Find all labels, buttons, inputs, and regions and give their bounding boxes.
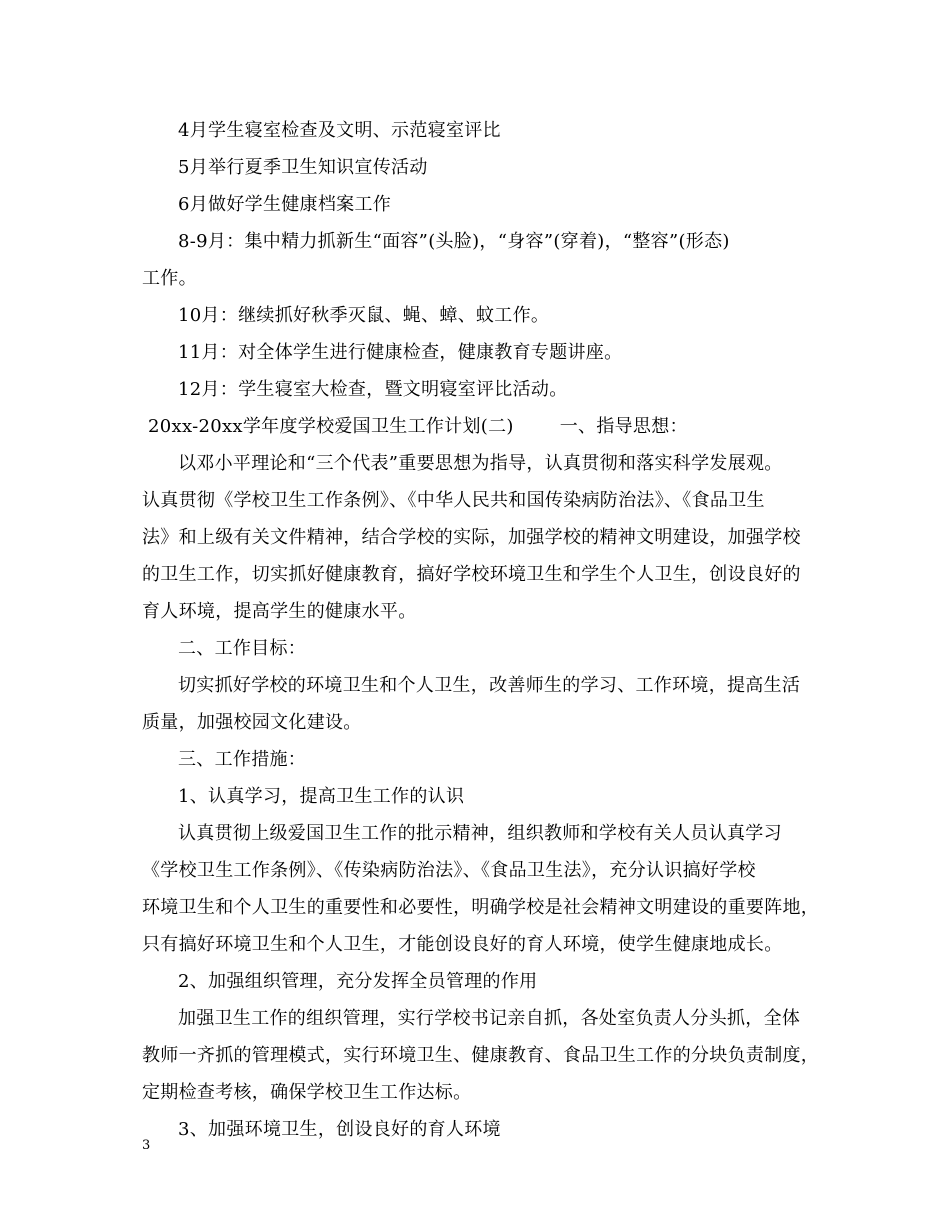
- paragraph-line: 育人环境，提高学生的健康水平。: [142, 601, 417, 622]
- subheading-environment: 3、加强环境卫生，创设良好的育人环境: [178, 1119, 501, 1140]
- subheading-study: 1、认真学习，提高卫生工作的认识: [178, 786, 465, 807]
- plan-title: 20xx-20xx学年度学校爱国卫生工作计划(二): [148, 416, 514, 437]
- paragraph-line: 切实抓好学校的环境卫生和个人卫生，改善师生的学习、工作环境，提高生活: [178, 675, 801, 696]
- paragraph-line: 的卫生工作，切实抓好健康教育，搞好学校环境卫生和学生个人卫生，创设良好的: [142, 564, 801, 585]
- subheading-management: 2、加强组织管理，充分发挥全员管理的作用: [178, 971, 538, 992]
- paragraph-line: 教师一齐抓的管理模式，实行环境卫生、健康教育、食品卫生工作的分块负责制度，: [142, 1045, 820, 1066]
- schedule-line-december: 12月：学生寝室大检查，暨文明寝室评比活动。: [178, 379, 568, 400]
- paragraph-line: 只有搞好环境卫生和个人卫生，才能创设良好的育人环境，使学生健康地成长。: [142, 934, 783, 955]
- document-body: [142, 112, 832, 1148]
- page-number: 3: [142, 1138, 151, 1153]
- paragraph-line: 认真贯彻上级爱国卫生工作的批示精神，组织教师和学校有关人员认真学习: [178, 823, 782, 844]
- paragraph-line: 环境卫生和个人卫生的重要性和必要性，明确学校是社会精神文明建设的重要阵地，: [142, 897, 820, 918]
- section-heading-measures: 三、工作措施：: [178, 749, 307, 770]
- paragraph-line: 以邓小平理论和“三个代表”重要思想为指导，认真贯彻和落实科学发展观。: [178, 453, 783, 474]
- schedule-line-october: 10月：继续抓好秋季灭鼠、蝇、蟑、蚊工作。: [178, 305, 550, 326]
- paragraph-line: 定期检查考核，确保学校卫生工作达标。: [142, 1082, 472, 1103]
- section-heading-goals: 二、工作目标：: [178, 638, 307, 659]
- plan-title-line: [142, 408, 832, 445]
- paragraph-line: 认真贯彻《学校卫生工作条例》、《中华人民共和国传染病防治法》、《食品卫生: [142, 490, 765, 511]
- paragraph-line: 质量，加强校园文化建设。: [142, 712, 362, 733]
- paragraph-line: 《学校卫生工作条例》、《传染病防治法》、《食品卫生法》，充分认识搞好学校: [142, 860, 756, 881]
- schedule-line-november: 11月：对全体学生进行健康检查，健康教育专题讲座。: [178, 342, 623, 363]
- paragraph-line: 法》和上级有关文件精神，结合学校的实际，加强学校的精神文明建设，加强学校: [142, 527, 801, 548]
- schedule-line-may: 5月举行夏季卫生知识宣传活动: [178, 157, 428, 178]
- schedule-line-aug-sep-cont: 工作。: [142, 268, 197, 289]
- schedule-line-june: 6月做好学生健康档案工作: [178, 194, 392, 215]
- schedule-line-aug-sep: 8-9月：集中精力抓新生“面容”(头脸)，“身容”(穿着)，“整容”(形态): [178, 231, 730, 252]
- section-heading-guiding-ideology: 一、指导思想：: [559, 416, 688, 437]
- paragraph-line: 加强卫生工作的组织管理，实行学校书记亲自抓，各处室负责人分头抓，全体: [178, 1008, 801, 1029]
- schedule-line-april: 4月学生寝室检查及文明、示范寝室评比: [178, 120, 501, 141]
